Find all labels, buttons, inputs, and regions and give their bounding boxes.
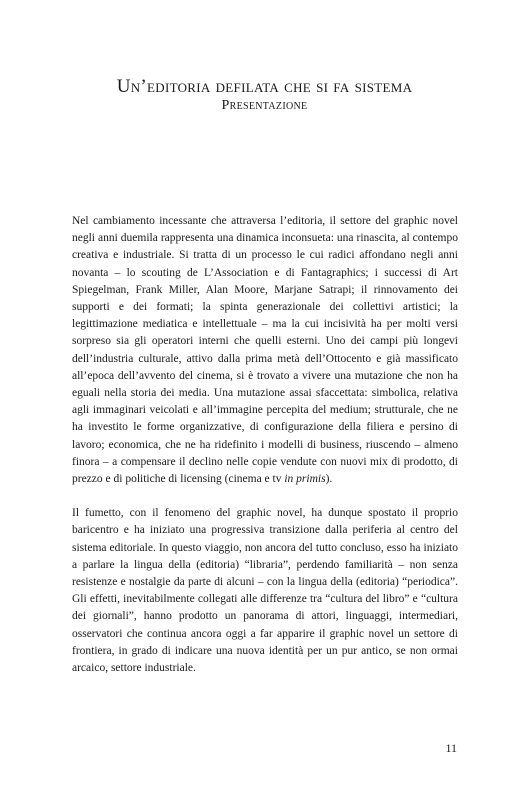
- paragraph-1-emphasis: in primis: [284, 473, 326, 486]
- chapter-title: Un’editoria defilata che si fa sistema: [116, 76, 413, 97]
- chapter-subtitle: Presentazione: [221, 98, 308, 113]
- body-text: [72, 213, 458, 677]
- page-number: 11: [445, 741, 457, 755]
- paragraph-1-end: ).: [325, 473, 333, 486]
- paragraph-2: Il fumetto, con il fenomeno del graphic novel, ha dunque spostato il proprio baricentro e ha iniziato una progressiva transizione dalla periferia al centro del sistema editoriale. In questo viaggio, non ancora del tutto concluso, esso ha iniziato a parlare la lingua della (editoria) “libraria”, perdendo familiarità – non senza resistenze e nostalgie da parte di alcuni – con la lingua della (editoria) “periodica”. Gli effetti, inevitabilmente collegati alle differenze tra “cultura del libro” e “cultura dei giornali”, hanno prodotto un panorama di attori, linguaggi, intermediari, osservatori che continua ancora oggi a far apparire il graphic novel un settore di frontiera, in grado di indicare una nuova identità per un pur antico, se non ormai arcaico, settore industriale.: [72, 507, 458, 675]
- paragraph-1: [72, 213, 458, 488]
- paragraph-1-text: Nel cambiamento incessante che attraversa l’editoria, il settore del graphic novel negli anni duemila rappresenta una dinamica inconsueta: una rinascita, al contempo creativa e industriale. Si tratta di un processo le cui radici affondano negli anni novanta – lo scouting de L’Association e di Fantagraphics; i successi di Art Spiegelman, Frank Miller, Alan Moore, Marjane Satrapi; il rinnovamento dei supporti e dei formati; la spinta generazionale dei collettivi artistici; la legittimazione mediatica e intellettuale – ma la cui incisività ha per molti versi sorpreso sia gli operatori interni che quelli esterni. Uno dei campi più longevi dell’industria culturale, attivo dalla prima metà dell’Ottocento e già massificato all’epoca dell’avvento del cinema, si è trovato a vivere una mutazione che non ha eguali nella storia dei media. Una mutazione assai sfaccettata: simbolica, relativa agli immaginari veicolati e all’immagine percepita del medium; strutturale, che ne ha investito le forme organizzative, di configurazione della filiera e persino di lavoro; economica, che ne ha ridefinito i modelli di business, riuscendo – almeno finora – a compensare il declino nelle copie vendute con nuovi mix di prodotto, di prezzo e di politiche di licensing (cinema e tv: [72, 215, 458, 486]
